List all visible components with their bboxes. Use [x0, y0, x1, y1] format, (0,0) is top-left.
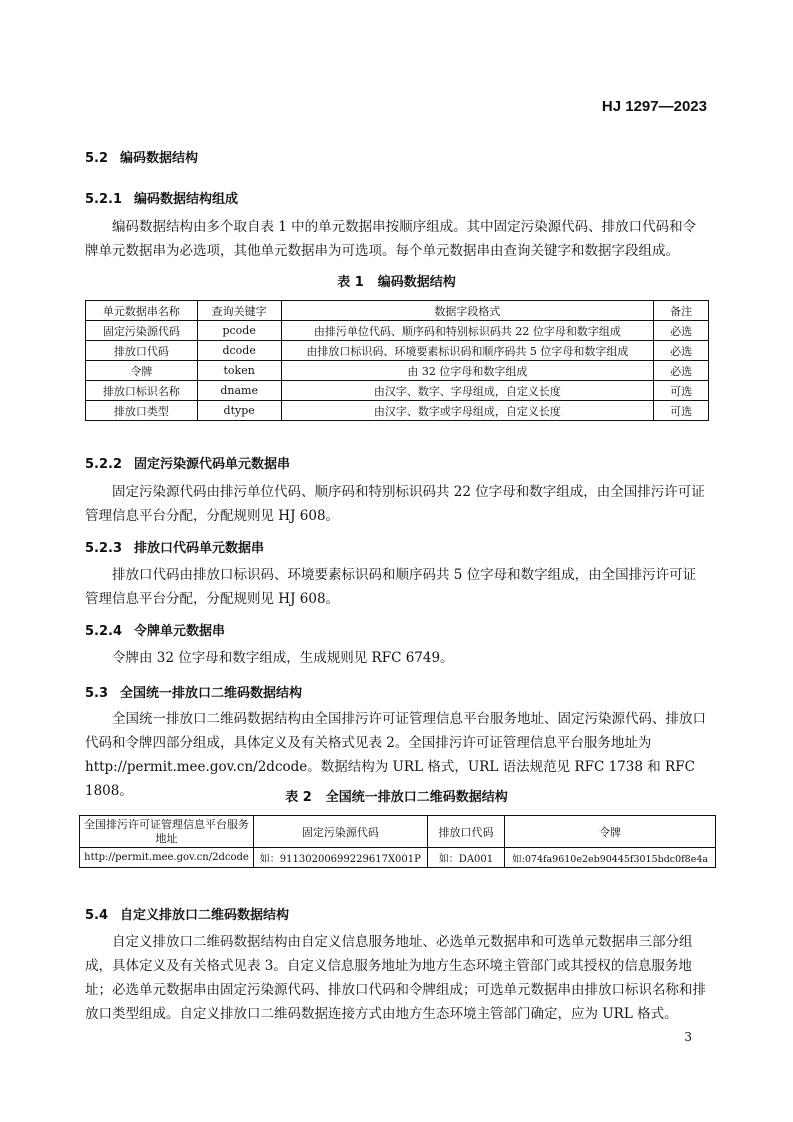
table-cell: http://permit.mee.gov.cn/2dcode — [80, 848, 254, 868]
paragraph-5-2-3: 排放口代码由排放口标识码、环境要素标识码和顺序码共 5 位字母和数字组成，由全国排污许可证管理信息平台分配，分配规则见 HJ 608。 — [85, 567, 697, 607]
table-cell: 如：DA001 — [427, 848, 505, 868]
table-header-cell: 备注 — [654, 301, 709, 321]
heading-number: 5.2.2 — [85, 457, 123, 472]
table-header-cell: 数据字段格式 — [281, 301, 654, 321]
table1 — [85, 300, 709, 421]
table-cell: dcode — [197, 341, 281, 361]
heading-number: 5.4 — [85, 908, 109, 923]
table-header-cell: 全国排污许可证管理信息平台服务地址 — [80, 816, 254, 848]
table-header-row — [86, 301, 709, 321]
heading-title: 令牌单元数据串 — [134, 624, 226, 639]
paragraph-5-2-1: 编码数据结构由多个取自表 1 中的单元数据串按顺序组成。其中固定污染源代码、排放口代码和令牌单元数据串为必选项，其他单元数据串为可选项。每个单元数据串由查询关键字和数据字段组成。 — [85, 219, 697, 259]
table-cell: 排放口标识名称 — [86, 381, 198, 401]
table-cell: 令牌 — [86, 361, 198, 381]
heading-title: 全国统一排放口二维码数据结构 — [120, 686, 303, 701]
table2-caption-number: 表 2 — [285, 790, 312, 805]
table-cell: 如:074fa9610e2eb90445f3015bdc0f8e4a — [505, 848, 716, 868]
paragraph-5-2-2: 固定污染源代码由排污单位代码、顺序码和特别标识码共 22 位字母和数字组成，由全国排污许可证管理信息平台分配，分配规则见 HJ 608。 — [85, 484, 705, 524]
table-cell: 由 32 位字母和数字组成 — [281, 361, 654, 381]
document-code: HJ 1297—2023 — [601, 98, 707, 115]
page-number: 3 — [684, 1030, 692, 1044]
heading-title: 编码数据结构 — [120, 151, 199, 166]
table-cell: pcode — [197, 321, 281, 341]
table-header-cell: 排放口代码 — [427, 816, 505, 848]
table-row — [86, 401, 709, 421]
table-cell: 必选 — [654, 341, 709, 361]
table1-caption — [0, 271, 793, 290]
heading-5-4 — [85, 904, 289, 923]
table-header-cell: 单元数据串名称 — [86, 301, 198, 321]
heading-5-3 — [85, 682, 302, 701]
table2-caption-title: 全国统一排放口二维码数据结构 — [325, 790, 508, 805]
table2-caption — [0, 786, 793, 805]
heading-5-2-3 — [85, 537, 264, 556]
heading-title: 排放口代码单元数据串 — [134, 541, 265, 556]
table-cell: dtype — [197, 401, 281, 421]
table-row — [80, 848, 716, 868]
table-cell: 由汉字、数字或字母组成，自定义长度 — [281, 401, 654, 421]
heading-number: 5.2 — [85, 151, 109, 166]
table-header-cell: 固定污染源代码 — [253, 816, 427, 848]
table-cell: 可选 — [654, 401, 709, 421]
table-cell: dname — [197, 381, 281, 401]
paragraph-5-3: 全国统一排放口二维码数据结构由全国排污许可证管理信息平台服务地址、固定污染源代码、排放口代码和令牌四部分组成，具体定义及有关格式见表 2。全国排污许可证管理信息平台服务地址为 http://permit.mee.gov.cn/2dcode。数据结构为 URL 格式，URL 语法规范见 RFC 1738 和 RFC 1808。 — [85, 711, 706, 799]
table-cell: 由排污单位代码、顺序码和特别标识码共 22 位字母和数字组成 — [281, 321, 654, 341]
table-cell: 如：91130200699229617X001P — [253, 848, 427, 868]
heading-5-2 — [85, 147, 198, 166]
table-header-row — [80, 816, 716, 848]
table-row — [86, 381, 709, 401]
heading-5-2-1 — [85, 188, 238, 207]
table-cell: 可选 — [654, 381, 709, 401]
table-header-cell: 查询关键字 — [197, 301, 281, 321]
heading-title: 固定污染源代码单元数据串 — [134, 457, 291, 472]
table-header-cell: 令牌 — [505, 816, 716, 848]
table-cell: 排放口代码 — [86, 341, 198, 361]
table-cell: token — [197, 361, 281, 381]
heading-title: 自定义排放口二维码数据结构 — [120, 908, 290, 923]
heading-number: 5.2.4 — [85, 624, 123, 639]
table-cell: 必选 — [654, 361, 709, 381]
table-row — [86, 341, 709, 361]
heading-number: 5.2.3 — [85, 541, 123, 556]
table-cell: 由汉字、数字、字母组成，自定义长度 — [281, 381, 654, 401]
paragraph-5-2-4: 令牌由 32 位字母和数字组成，生成规则见 RFC 6749。 — [112, 650, 454, 666]
table-cell: 由排放口标识码、环境要素标识码和顺序码共 5 位字母和数字组成 — [281, 341, 654, 361]
heading-5-2-2 — [85, 453, 290, 472]
table-cell: 必选 — [654, 321, 709, 341]
heading-number: 5.3 — [85, 686, 109, 701]
table-row — [86, 321, 709, 341]
paragraph-5-4: 自定义排放口二维码数据结构由自定义信息服务地址、必选单元数据串和可选单元数据串三部分组成，具体定义及有关格式见表 3。自定义信息服务地址为地方生态环境主管部门或其授权的信息服务地址；必选单元数据串由固定污染源代码、排放口代码和令牌组成；可选单元数据串由排放口标识名称和排放口类型组成。自定义排放口二维码数据连接方式由地方生态环境主管部门确定，应为 URL 格式。 — [85, 934, 706, 1022]
table2 — [79, 815, 716, 868]
table1-caption-title: 编码数据结构 — [377, 275, 456, 290]
heading-5-2-4 — [85, 620, 225, 639]
table-cell: 排放口类型 — [86, 401, 198, 421]
table-cell: 固定污染源代码 — [86, 321, 198, 341]
heading-title: 编码数据结构组成 — [134, 192, 239, 207]
heading-number: 5.2.1 — [85, 192, 123, 207]
table1-caption-number: 表 1 — [337, 275, 364, 290]
table-row — [86, 361, 709, 381]
